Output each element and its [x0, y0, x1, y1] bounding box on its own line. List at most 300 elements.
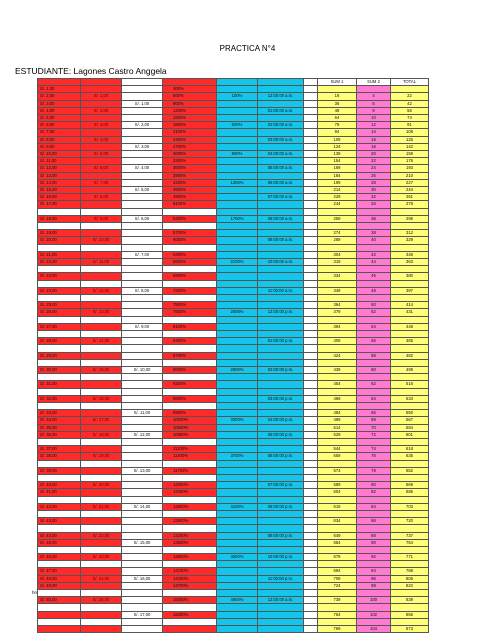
cell-b: [81, 467, 122, 474]
cell-f: 11:00:00 a.m.: [258, 287, 304, 294]
cell-e: [217, 115, 258, 122]
cell-c: [122, 115, 163, 122]
cell-b: S/. 2,00: [81, 107, 122, 114]
spacer-cell: [304, 582, 318, 589]
cell-f: [258, 302, 304, 309]
cell-d: 5700%: [163, 230, 217, 237]
cell-b: [81, 496, 122, 503]
cell-e: [217, 273, 258, 280]
cell-f: [258, 424, 304, 431]
cell-e: [217, 489, 258, 496]
cell-h: [318, 510, 357, 517]
cell-c: S/. 7,00: [122, 251, 163, 258]
cell-f: 11:00:00 p.m.: [258, 575, 304, 582]
cell-f: [258, 467, 304, 474]
table-row: [38, 510, 429, 517]
cell-f: [258, 273, 304, 280]
cell-c: [122, 316, 163, 323]
cell-d: [163, 402, 217, 409]
cell-f: 08:00:00 a.m.: [258, 215, 304, 222]
cell-h: 229: [318, 194, 357, 201]
cell-j: 567: [391, 417, 429, 424]
spacer-cell: [304, 460, 318, 467]
cell-d: 3600%: [163, 165, 217, 172]
table-row: [38, 395, 429, 402]
cell-d: [163, 590, 217, 597]
cell-a: S/. 10,00: [38, 151, 81, 158]
cell-i: [357, 316, 391, 323]
cell-i: 60: [357, 366, 391, 373]
cell-d: 10200%: [163, 417, 217, 424]
cell-e: 4900%: [217, 597, 258, 604]
cell-c: [122, 79, 163, 86]
cell-a: S/. 4,00: [38, 107, 81, 114]
cell-b: [81, 374, 122, 381]
cell-e: 2100%: [217, 259, 258, 266]
cell-a: S/. 40,00: [38, 482, 81, 489]
table-row: [38, 223, 429, 230]
table-row: [38, 410, 429, 417]
cell-e: [217, 280, 258, 287]
table-row: [38, 122, 429, 129]
cell-j: 91: [391, 122, 429, 129]
cell-f: [258, 381, 304, 388]
cell-f: [258, 230, 304, 237]
cell-j: 227: [391, 179, 429, 186]
cell-a: [38, 510, 81, 517]
cell-j: [391, 223, 429, 230]
spacer-cell: [304, 611, 318, 618]
cell-d: 1200%: [163, 107, 217, 114]
cell-c: [122, 604, 163, 611]
cell-d: 6000%: [163, 237, 217, 244]
cell-j: 414: [391, 302, 429, 309]
cell-j: [391, 561, 429, 568]
spacer-cell: [304, 266, 318, 273]
cell-f: [258, 604, 304, 611]
cell-i: 62: [357, 381, 391, 388]
cell-h: 334: [318, 273, 357, 280]
cell-c: [122, 374, 163, 381]
cell-h: [318, 438, 357, 445]
cell-i: 14: [357, 129, 391, 136]
cell-c: [122, 546, 163, 553]
spacer-cell: [304, 381, 318, 388]
cell-c: S/. 10,00: [122, 366, 163, 373]
cell-f: [258, 446, 304, 453]
cell-c: [122, 474, 163, 481]
table-row: [38, 201, 429, 208]
cell-j: [391, 345, 429, 352]
cell-b: [81, 618, 122, 625]
cell-h: 559: [318, 453, 357, 460]
cell-c: [122, 338, 163, 345]
cell-d: [163, 496, 217, 503]
cell-a: S/. 19,00: [38, 230, 81, 237]
cell-f: [258, 208, 304, 215]
cell-c: S/. 16,00: [122, 575, 163, 582]
table-row: [38, 590, 429, 597]
cell-f: [258, 251, 304, 258]
cell-h: [318, 590, 357, 597]
table-row: [38, 474, 429, 481]
spacer-cell: [304, 604, 318, 611]
cell-d: [163, 618, 217, 625]
cell-a: S/. 15,00: [38, 187, 81, 194]
cell-f: 12:00:00 p.m.: [258, 309, 304, 316]
cell-b: [81, 381, 122, 388]
cell-j: 737: [391, 532, 429, 539]
cell-d: [163, 474, 217, 481]
cell-i: 42: [357, 251, 391, 258]
cell-j: 669: [391, 482, 429, 489]
cell-e: 2500%: [217, 309, 258, 316]
cell-i: 98: [357, 582, 391, 589]
table-row: [38, 561, 429, 568]
cell-e: [217, 302, 258, 309]
spacer-cell: [304, 287, 318, 294]
cell-d: 900%: [163, 100, 217, 107]
table-row: [38, 273, 429, 280]
table-row: [38, 323, 429, 330]
cell-j: 108: [391, 129, 429, 136]
cell-i: 44: [357, 259, 391, 266]
cell-e: [217, 338, 258, 345]
cell-a: [38, 223, 81, 230]
cell-d: 2700%: [163, 143, 217, 150]
cell-c: S/. 8,00: [122, 287, 163, 294]
cell-i: 40: [357, 237, 391, 244]
cell-j: 74: [391, 115, 429, 122]
cell-h: 679: [318, 554, 357, 561]
cell-h: [318, 474, 357, 481]
cell-f: [258, 561, 304, 568]
cell-a: S/. 20,00: [38, 237, 81, 244]
cell-e: [217, 582, 258, 589]
cell-j: [391, 208, 429, 215]
cell-d: [163, 460, 217, 467]
cell-e: [217, 244, 258, 251]
cell-d: [163, 295, 217, 302]
cell-e: [217, 482, 258, 489]
cell-h: 529: [318, 431, 357, 438]
cell-h: [318, 223, 357, 230]
table-row: [38, 309, 429, 316]
cell-c: S/. 17,00: [122, 611, 163, 618]
table-row: [38, 402, 429, 409]
cell-b: S/. 19,00: [81, 453, 122, 460]
cell-c: S/. 6,00: [122, 215, 163, 222]
table-row: [38, 165, 429, 172]
cell-f: [258, 474, 304, 481]
table-row: [38, 208, 429, 215]
spacer-cell: [304, 122, 318, 129]
cell-h: 154: [318, 158, 357, 165]
spacer-cell: [304, 395, 318, 402]
cell-j: [391, 331, 429, 338]
cell-h: [318, 266, 357, 273]
cell-e: [217, 474, 258, 481]
cell-e: [217, 546, 258, 553]
table-row: [38, 532, 429, 539]
header-sum2: SUM 2: [357, 79, 391, 86]
cell-e: [217, 129, 258, 136]
cell-j: 499: [391, 366, 429, 373]
spacer-cell: [304, 273, 318, 280]
cell-a: S/. 37,00: [38, 446, 81, 453]
cell-e: 4500%: [217, 554, 258, 561]
cell-b: [81, 172, 122, 179]
cell-a: S/. 48,00: [38, 575, 81, 582]
cell-e: [217, 460, 258, 467]
cell-e: [217, 331, 258, 338]
cell-j: [391, 496, 429, 503]
cell-c: S/. 1,00: [122, 100, 163, 107]
cell-d: [163, 331, 217, 338]
cell-c: S/. 5,00: [122, 187, 163, 194]
table-row: [38, 107, 429, 114]
cell-a: [38, 604, 81, 611]
cell-c: S/. 13,00: [122, 467, 163, 474]
cell-e: [217, 172, 258, 179]
cell-e: [217, 201, 258, 208]
cell-e: [217, 618, 258, 625]
cell-c: [122, 194, 163, 201]
cell-e: [217, 316, 258, 323]
table-row: [38, 568, 429, 575]
spacer-cell: [304, 575, 318, 582]
cell-f: [258, 100, 304, 107]
cell-d: [163, 561, 217, 568]
spacer-cell: [304, 259, 318, 266]
cell-c: [122, 597, 163, 604]
spacer-cell: [304, 187, 318, 194]
cell-i: 20: [357, 151, 391, 158]
cell-e: [217, 107, 258, 114]
cell-a: S/. 23,00: [38, 273, 81, 280]
spacer-cell: [304, 151, 318, 158]
cell-j: 788: [391, 568, 429, 575]
cell-f: [258, 266, 304, 273]
cell-c: [122, 230, 163, 237]
cell-h: 79: [318, 122, 357, 129]
cell-d: 10500%: [163, 424, 217, 431]
cell-b: [81, 438, 122, 445]
cell-b: S/. 6,00: [81, 165, 122, 172]
cell-d: [163, 546, 217, 553]
cell-j: 397: [391, 287, 429, 294]
cell-e: 900%: [217, 151, 258, 158]
cell-b: S/. 24,00: [81, 575, 122, 582]
cell-f: 06:00:00 a.m.: [258, 179, 304, 186]
cell-b: [81, 525, 122, 532]
cell-f: [258, 79, 304, 86]
cell-j: 278: [391, 201, 429, 208]
spacer-cell: [304, 417, 318, 424]
cell-i: [357, 331, 391, 338]
spacer-cell: [304, 496, 318, 503]
spacer-cell: [304, 230, 318, 237]
cell-h: 589: [318, 482, 357, 489]
cell-a: S/. 2,00: [38, 93, 81, 100]
cell-b: [81, 323, 122, 330]
cell-f: [258, 618, 304, 625]
cell-b: [81, 266, 122, 273]
spacer-cell: [304, 554, 318, 561]
cell-i: 24: [357, 165, 391, 172]
cell-a: S/. 1,00: [38, 86, 81, 93]
cell-b: S/. 25,00: [81, 597, 122, 604]
cell-a: [38, 388, 81, 395]
cell-h: [318, 525, 357, 532]
cell-j: [391, 359, 429, 366]
cell-j: 822: [391, 582, 429, 589]
table-row: [38, 86, 429, 93]
cell-c: [122, 482, 163, 489]
cell-a: S/. 34,00: [38, 417, 81, 424]
cell-j: 176: [391, 158, 429, 165]
cell-e: [217, 381, 258, 388]
table-row: [38, 460, 429, 467]
cell-j: 261: [391, 194, 429, 201]
cell-f: 07:00:00 a.m.: [258, 194, 304, 201]
cell-d: 8700%: [163, 352, 217, 359]
cell-a: [38, 626, 81, 633]
cell-e: [217, 100, 258, 107]
table-row: [38, 151, 429, 158]
cell-a: [38, 525, 81, 532]
cell-e: [217, 158, 258, 165]
cell-b: S/. 12,00: [81, 287, 122, 294]
spacer-cell: [304, 568, 318, 575]
cell-e: [217, 359, 258, 366]
table-row: [38, 597, 429, 604]
cell-c: [122, 359, 163, 366]
table-row: [38, 215, 429, 222]
cell-j: 635: [391, 453, 429, 460]
cell-a: S/. 13,00: [38, 172, 81, 179]
cell-f: [258, 496, 304, 503]
cell-e: 100%: [217, 93, 258, 100]
cell-c: [122, 223, 163, 230]
table-row: [38, 302, 429, 309]
cell-b: S/. 17,00: [81, 417, 122, 424]
cell-d: 14400%: [163, 575, 217, 582]
cell-h: [318, 331, 357, 338]
cell-i: 50: [357, 302, 391, 309]
cell-j: [391, 295, 429, 302]
table-row: [38, 525, 429, 532]
cell-j: [391, 266, 429, 273]
cell-b: [81, 561, 122, 568]
table-header-row: [38, 79, 429, 86]
cell-i: 70: [357, 424, 391, 431]
cell-d: 600%: [163, 93, 217, 100]
cell-a: S/. 33,00: [38, 410, 81, 417]
cell-a: [38, 438, 81, 445]
cell-i: [357, 438, 391, 445]
cell-d: 4200%: [163, 179, 217, 186]
spacer-cell: [304, 561, 318, 568]
cell-j: 754: [391, 539, 429, 546]
cell-c: [122, 273, 163, 280]
cell-a: [38, 208, 81, 215]
cell-h: 514: [318, 424, 357, 431]
cell-d: 300%: [163, 86, 217, 93]
spacer-cell: [304, 237, 318, 244]
cell-f: [258, 374, 304, 381]
cell-i: [357, 208, 391, 215]
cell-i: 56: [357, 338, 391, 345]
cell-c: [122, 129, 163, 136]
cell-a: S/. 36,00: [38, 431, 81, 438]
table-row: [38, 611, 429, 618]
table-row: [38, 280, 429, 287]
cell-f: [258, 201, 304, 208]
cell-d: 8400%: [163, 338, 217, 345]
table-row: [38, 115, 429, 122]
cell-d: 5100%: [163, 201, 217, 208]
spacer-cell: [304, 546, 318, 553]
cell-i: 58: [357, 352, 391, 359]
spacer-cell: [304, 510, 318, 517]
cell-f: [258, 460, 304, 467]
cell-c: [122, 590, 163, 597]
spacer-cell: [304, 503, 318, 510]
cell-a: S/. 16,00: [38, 194, 81, 201]
spacer-cell: [304, 129, 318, 136]
cell-f: 12:00:00 a.m.: [258, 93, 304, 100]
cell-a: [38, 496, 81, 503]
spacer-cell: [304, 474, 318, 481]
cell-h: [318, 280, 357, 287]
data-table-body: [38, 79, 429, 633]
cell-e: [217, 388, 258, 395]
cell-j: 431: [391, 309, 429, 316]
cell-d: 7800%: [163, 309, 217, 316]
cell-h: 739: [318, 597, 357, 604]
cell-h: 289: [318, 237, 357, 244]
cell-b: [81, 546, 122, 553]
cell-h: [318, 208, 357, 215]
cell-h: 409: [318, 338, 357, 345]
spacer-cell: [304, 489, 318, 496]
table-row: [38, 93, 429, 100]
cell-h: 634: [318, 518, 357, 525]
table-row: [38, 518, 429, 525]
spacer-cell: [304, 280, 318, 287]
cell-i: 30: [357, 187, 391, 194]
cell-b: [81, 474, 122, 481]
cell-j: 329: [391, 237, 429, 244]
cell-f: 09:00:00 a.m.: [258, 237, 304, 244]
cell-b: [81, 115, 122, 122]
cell-c: [122, 266, 163, 273]
cell-f: [258, 539, 304, 546]
cell-c: S/. 2,00: [122, 122, 163, 129]
cell-j: 703: [391, 503, 429, 510]
cell-c: [122, 518, 163, 525]
cell-a: [38, 611, 81, 618]
cell-f: [258, 611, 304, 618]
table-row: [38, 158, 429, 165]
cell-d: 13500%: [163, 539, 217, 546]
cell-a: S/. 42,00: [38, 503, 81, 510]
cell-c: [122, 201, 163, 208]
table-row: [38, 453, 429, 460]
cell-h: 139: [318, 151, 357, 158]
cell-a: [38, 618, 81, 625]
